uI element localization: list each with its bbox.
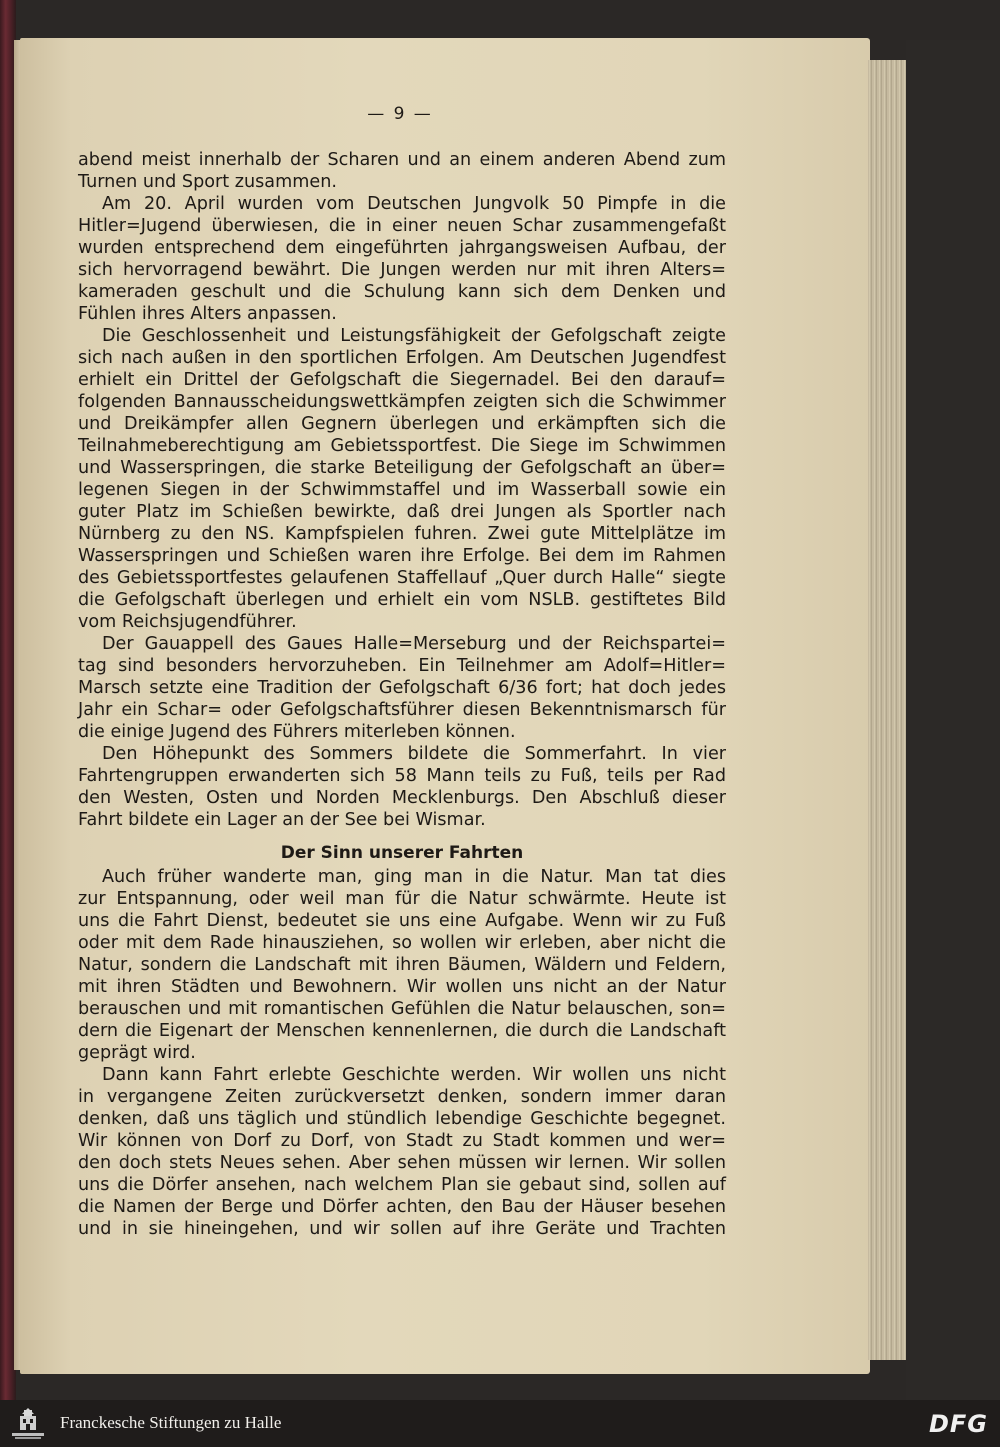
text-line: wurden entsprechend dem eingeführten jahrgangsweisen Aufbau, der [78, 238, 726, 258]
text-line: die Namen der Berge und Dörfer achten, den Bau der Häuser besehen [78, 1197, 726, 1217]
viewer-footer [0, 1400, 1000, 1447]
institution-link[interactable]: Franckesche Stiftungen zu Halle [60, 1413, 282, 1432]
dfg-logo: DFG [928, 1410, 988, 1438]
text-line: des Gebietssportfestes gelaufenen Staffellauf „Quer durch Halle“ siegte [78, 568, 726, 588]
text-line: und in sie hineingehen, und wir sollen auf ihre Geräte und Trachten [78, 1219, 726, 1239]
text-line: den doch stets Neues sehen. Aber sehen müssen wir lernen. Wir sollen [78, 1153, 726, 1173]
text-line: und Wasserspringen, die starke Beteiligung der Gefolgschaft an über= [78, 458, 726, 478]
text-line: abend meist innerhalb der Scharen und an einem anderen Abend zum [78, 150, 726, 170]
text-line: kameraden geschult und die Schulung kann sich dem Denken und [78, 282, 726, 302]
text-line: dern die Eigenart der Menschen kennenlernen, die durch die Landschaft [78, 1021, 726, 1041]
text-line: den Westen, Osten und Norden Mecklenburgs. Den Abschluß dieser [78, 788, 726, 808]
text-line: erhielt ein Drittel der Gefolgschaft die Siegernadel. Bei den darauf= [78, 370, 726, 390]
text-line: Fahrtengruppen erwanderten sich 58 Mann teils zu Fuß, teils per Rad [78, 766, 726, 786]
text-line: Marsch setzte eine Tradition der Gefolgschaft 6/36 fort; hat doch jedes [78, 678, 726, 698]
text-line: tag sind besonders hervorzuheben. Ein Teilnehmer am Adolf=Hitler= [78, 656, 726, 676]
text-line: Den Höhepunkt des Sommers bildete die Sommerfahrt. In vier [102, 744, 726, 764]
text-line: Teilnahmeberechtigung am Gebietssportfest. Die Siege im Schwimmen [78, 436, 726, 456]
text-line: Wir können von Dorf zu Dorf, von Stadt zu Stadt kommen und wer= [78, 1131, 726, 1151]
background-shadow [906, 40, 1000, 1400]
text-line: die Gefolgschaft überlegen und erhielt ein vom NSLB. gestiftetes Bild [78, 590, 726, 610]
text-line: mit ihren Städten und Bewohnern. Wir wollen uns nicht an der Natur [78, 977, 726, 997]
text-line: zur Entspannung, oder weil man für die Natur schwärmte. Heute ist [78, 889, 726, 909]
text-line: denken, daß uns täglich und stündlich lebendige Geschichte begegnet. [78, 1109, 726, 1129]
text-line: Die Geschlossenheit und Leistungsfähigkeit der Gefolgschaft zeigte [102, 326, 726, 346]
text-line: oder mit dem Rade hinausziehen, so wollen wir erleben, aber nicht die [78, 933, 726, 953]
text-line: die einige Jugend des Führers miterleben können. [78, 722, 516, 742]
text-line: geprägt wird. [78, 1043, 196, 1063]
text-line: sich hervorragend bewährt. Die Jungen werden nur mit ihren Alters= [78, 260, 726, 280]
text-line: und Dreikämpfer allen Gegnern überlegen und erkämpften sich die [78, 414, 726, 434]
page-stack-edge [868, 60, 908, 1360]
text-line: Wasserspringen und Schießen waren ihre Erfolge. Bei dem im Rahmen [78, 546, 726, 566]
text-line: legenen Siegen in der Schwimmstaffel und im Wasserball sowie ein [78, 480, 726, 500]
text-line: Dann kann Fahrt erlebte Geschichte werden. Wir wollen uns nicht [102, 1065, 726, 1085]
text-line: uns die Dörfer ansehen, nach welchem Plan sie gebaut sind, sollen auf [78, 1175, 726, 1195]
text-line: uns die Fahrt Dienst, bedeutet sie uns eine Aufgabe. Wenn wir zu Fuß [78, 911, 726, 931]
text-line: vom Reichsjugendführer. [78, 612, 297, 632]
page-number: — 9 — [367, 104, 433, 124]
text-line: Jahr ein Schar= oder Gefolgschaftsführer diesen Bekenntnismarsch für [78, 700, 726, 720]
section-heading: Der Sinn unserer Fahrten [280, 843, 524, 863]
body-text-block-2 [78, 866, 726, 1240]
francke-foundation-logo [10, 1406, 46, 1442]
text-line: Auch früher wanderte man, ging man in die Natur. Man tat dies [102, 867, 726, 887]
text-line: Fühlen ihres Alters anpassen. [78, 304, 337, 324]
text-line: Nürnberg zu den NS. Kampfspielen fuhren. Zwei gute Mittelplätze im [78, 524, 726, 544]
text-line: sich nach außen in den sportlichen Erfolgen. Am Deutschen Jugendfest [78, 348, 726, 368]
text-line: berauschen und mit romantischen Gefühlen die Natur belauschen, son= [78, 999, 726, 1019]
text-line: Natur, sondern die Landschaft mit ihren Bäumen, Wäldern und Feldern, [78, 955, 726, 975]
text-line: Am 20. April wurden vom Deutschen Jungvolk 50 Pimpfe in die [102, 194, 726, 214]
text-line: in vergangene Zeiten zurückversetzt denken, sondern immer daran [78, 1087, 726, 1107]
text-line: Der Gauappell des Gaues Halle=Merseburg und der Reichspartei= [102, 634, 726, 654]
body-text-block-1 [78, 149, 726, 831]
text-line: folgenden Bannausscheidungswettkämpfen zeigten sich die Schwimmer [78, 392, 726, 412]
text-line: guter Platz im Schießen bewirkte, daß drei Jungen als Sportler nach [78, 502, 726, 522]
text-line: Turnen und Sport zusammen. [78, 172, 337, 192]
text-line: Fahrt bildete ein Lager an der See bei Wismar. [78, 810, 486, 830]
text-line: Hitler=Jugend überwiesen, die in einer neuen Schar zusammengefaßt [78, 216, 726, 236]
